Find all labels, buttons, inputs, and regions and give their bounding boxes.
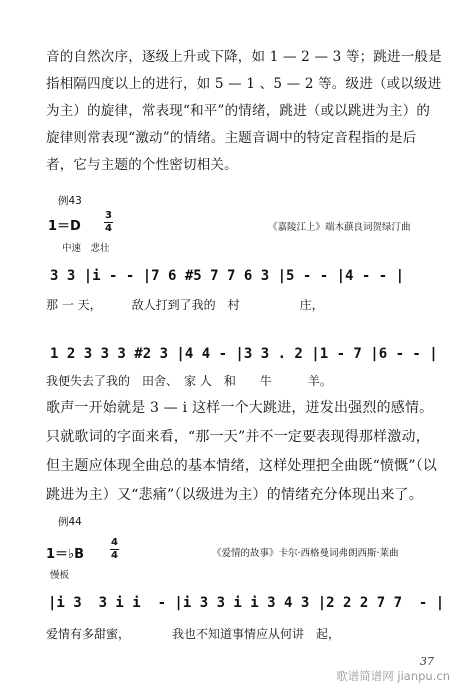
site-watermark: 歌谱简谱网 jianpu.cn	[336, 669, 450, 683]
time-bottom: 4	[105, 223, 112, 234]
example-43-lyrics-line1: 那 一 天， 敌人打到了我的 村 庄，	[46, 298, 324, 312]
example-44-lyrics-line1: 爱情有多甜蜜， 我也不知道事情应从何讲 起，	[46, 627, 341, 641]
example-43-credit: 《嘉陵江上》端木蕻良词贺绿汀曲	[268, 222, 411, 233]
example-43-notes-line2: 1 2 3 3 3 #2 3 |4 4 - |3 3 . 2 |1 - 7 |6 - - |	[50, 346, 438, 362]
analysis-paragraph: 歌声一开始就是 3 — i 这样一个大跳进，迸发出强烈的感情。只就歌词的字面来看，“那一天”并不一定要表现得那样激动，但主题应体现全曲总的基本情绪，这样处理把全曲既“愤慨”（以跳进为主）又“悲痛”（以级进为主）的情绪充分体现出来了。	[46, 400, 438, 503]
example-43-lyrics-line2: 我便失去了我的 田舍、 家 人 和 牛 羊。	[46, 374, 332, 388]
example-44-tempo: 慢板	[50, 570, 70, 581]
example-43-notes-line1: 3 3 |i - - |7 6 #5 7 7 6 3 |5 - - |4 - - |	[50, 268, 405, 284]
example-43-tempo: 中速 悲壮	[62, 243, 110, 254]
example-44-credit: 《爱情的故事》卡尔·西格曼词弗朗西斯·莱曲	[212, 548, 399, 559]
example-44-time-signature	[110, 538, 119, 561]
example-43-key: 1＝D	[48, 219, 81, 234]
time-top: 4	[111, 537, 118, 548]
intro-paragraph: 音的自然次序，逐级上升或下降，如 1 — 2 — 3 等；跳进一般是指相隔四度以上的进行，如 5 — 1 、5 — 2 等。级进（或以级进为主）的旋律，常表现“和平”的情绪，跳进（或以跳进为主）的旋律则常表现“激动”的情绪。主题音调中的特定音程指的是后者，它与主题的个性密切相关。	[46, 49, 442, 173]
time-top: 3	[105, 210, 112, 221]
time-bottom: 4	[111, 550, 118, 561]
example-43-label: 例43	[58, 195, 82, 207]
page-number: 37	[420, 655, 434, 668]
example-44-notes-line1: |i 3 3 i i - |i 3 3 i i 3 4 3 |2 2 2 7 7 - |	[48, 595, 445, 611]
example-44-key: 1＝♭B	[46, 547, 85, 562]
example-43-time-signature	[104, 211, 113, 234]
example-44-label: 例44	[58, 516, 82, 528]
